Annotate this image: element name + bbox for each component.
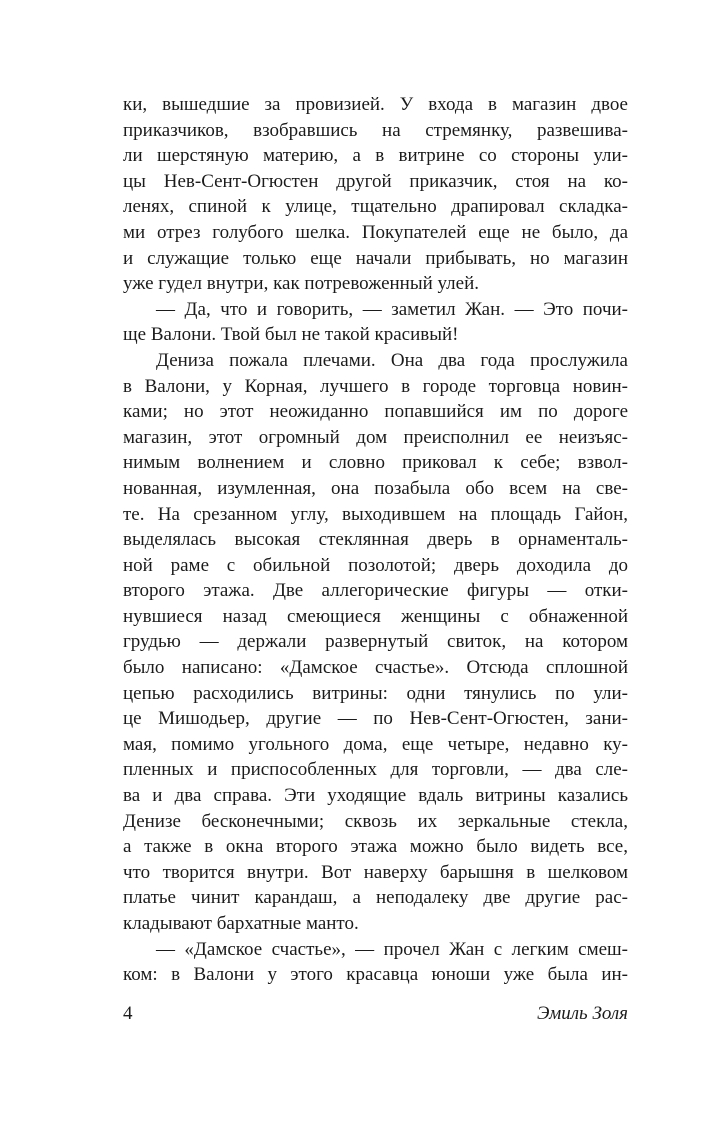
text-line: ками; но этот неожиданно попавшийся им по дороге — [123, 401, 628, 423]
text-line: ленях, спиной к улице, тщательно драпировал складка- — [123, 196, 628, 218]
text-line: ли шерстяную материю, а в витрине со стороны ули- — [123, 145, 628, 167]
text-line: ки, вышедшие за провизией. У входа в магазин двое — [123, 94, 628, 115]
text-line: и служащие только еще начали прибывать, но магазин — [123, 247, 628, 269]
text-line: мая, помимо угольного дома, еще четыре, недавно ку- — [123, 733, 628, 755]
text-line: пленных и приспособленных для торговли, — два сле- — [123, 759, 628, 781]
text-line: второго этажа. Две аллегорические фигуры — отки- — [123, 580, 628, 602]
text-line: Дениза пожала плечами. Она два года прослужила — [156, 349, 628, 371]
paragraph — [123, 348, 628, 937]
paragraph — [123, 297, 628, 348]
text-line: Денизе бесконечными; сквозь их зеркальные стекла, — [123, 810, 628, 832]
text-line: а также в окна второго этажа можно было видеть все, — [123, 836, 628, 858]
author-name: Эмиль Золя — [536, 1003, 628, 1024]
text-line: — Да, что и говорить, — заметил Жан. — Это почи- — [156, 298, 628, 320]
text-line: ще Валони. Твой был не такой красивый! — [123, 324, 459, 346]
text-line: це Мишодьер, другие — по Нев-Сент-Огюстен, зани- — [123, 708, 628, 730]
text-line: цепью расходились витрины: одни тянулись по ули- — [123, 682, 628, 704]
text-line: нованная, изумленная, она позабыла обо всем на све- — [123, 477, 628, 499]
text-line: уже гудел внутри, как потревоженный улей. — [123, 273, 480, 295]
text-line: магазин, этот огромный дом преисполнил ее неизъяс- — [123, 426, 628, 448]
text-line: выделялась высокая стеклянная дверь в орнаменталь- — [123, 529, 628, 551]
text-line: те. На срезанном углу, выходившем на площадь Гайон, — [123, 503, 628, 525]
page-footer — [123, 1001, 628, 1027]
text-line: приказчиков, взобравшись на стремянку, развешива- — [123, 119, 628, 141]
text-line: что творится внутри. Вот наверху барышня в шелковом — [123, 861, 628, 883]
text-line: кладывают бархатные манто. — [123, 913, 359, 934]
paragraph — [123, 92, 628, 297]
text-line: — «Дамское счастье», — прочел Жан с легким смеш- — [156, 938, 628, 960]
text-line: ми отрез голубого шелка. Покупателей еще не было, да — [123, 221, 628, 243]
text-line: в Валони, у Корная, лучшего в городе торговца новин- — [123, 375, 628, 397]
text-line: нувшиеся назад смеющиеся женщины с обнаженной — [123, 605, 628, 627]
text-line: ной раме с обильной позолотой; дверь доходила до — [123, 554, 628, 576]
text-line: ком: в Валони у этого красавца юноши уже была ин- — [123, 964, 628, 986]
text-line: платье чинит карандаш, а неподалеку две другие рас- — [123, 887, 628, 909]
text-line: грудью — держали развернутый свиток, на котором — [123, 631, 628, 653]
text-line: цы Нев-Сент-Огюстен другой приказчик, стоя на ко- — [123, 170, 628, 192]
text-line: было написано: «Дамское счастье». Отсюда сплошной — [123, 657, 628, 679]
paragraph — [123, 937, 628, 988]
text-line: нимым волнением и словно приковал к себе; взвол- — [123, 452, 628, 474]
text-block — [123, 92, 628, 988]
page-number: 4 — [123, 1003, 133, 1024]
text-line: ва и два справа. Эти уходящие вдаль витрины казались — [123, 785, 628, 807]
